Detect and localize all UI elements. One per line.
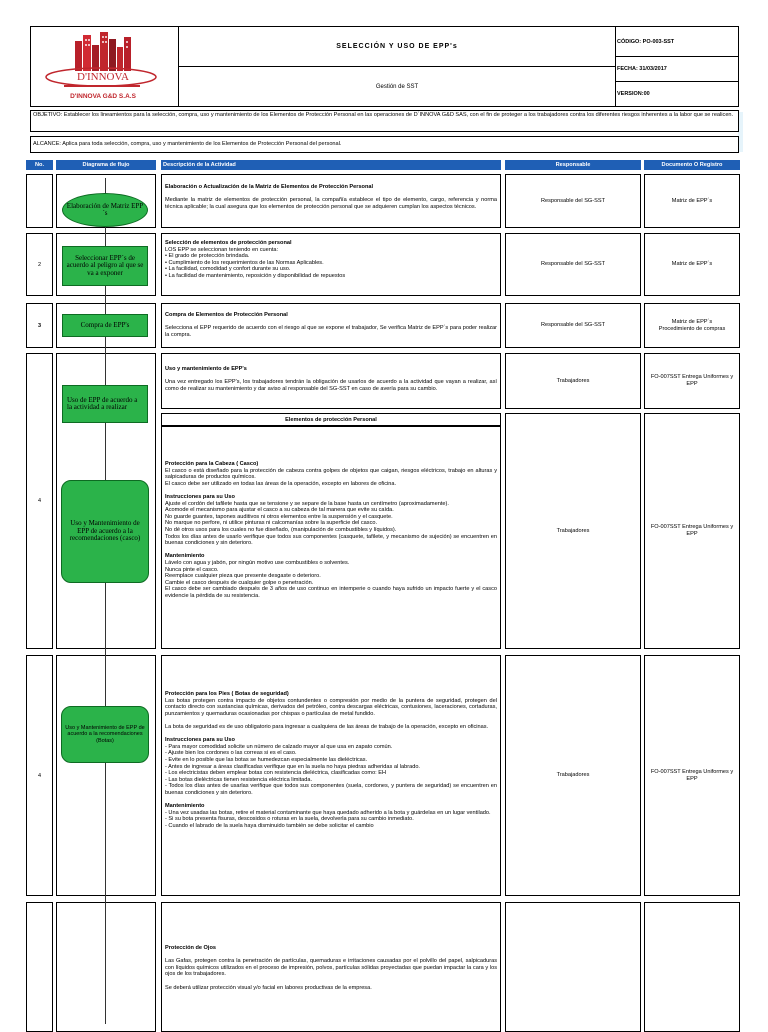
activity-line: • Cumplimiento de los requerimientos de las Normas Aplicables. (165, 259, 324, 266)
helmet-instruction: No marque no perfore, ni utilice pinturas ni calcomanías sobre la superficie del casco. (165, 520, 378, 527)
logo-wordmark: D'INNOVA (77, 71, 129, 83)
row-number (26, 174, 53, 228)
document-cell: Matriz de EPP´s (644, 174, 740, 228)
helmet-instruction: No dé otros usos para los cuales no fue diseñado, (manipulación de combustibles y líquidos). (165, 526, 397, 533)
activity-line: • La facilidad, comodidad y confort durante su uso. (165, 266, 291, 273)
activity-text: Mediante la matriz de elementos de protección personal, la compañía establece el tipo de elemento, cargo, referencia y norma técnica aplicable; la cual asegura que los elementos de protección personal que se adquieren cumplan los aspectos técnicos. (165, 197, 497, 210)
helmet-maintenance: Lávelo con agua y jabón, por ningún motivo use combustibles o solventes. (165, 559, 350, 566)
activity-line: • El grado de protección brindada. (165, 253, 250, 260)
row-number: 3 (26, 303, 53, 348)
document-name: Matriz de EPP´s (671, 318, 713, 325)
boots-description (161, 655, 501, 896)
activity-text: Una vez entregado los EPP's, los trabajadores tendrán la obligación de usarlos de acuerdo a la actividad que vayan a realizar, así como de realizar su mantenimiento y dar aviso al responsable del SG-SST en caso de avería para su cambio. (165, 379, 497, 392)
boots-maintenance: - Si su bota presenta fisuras, descosidos o roturas en la suela, devolverla para su cambio inmediato. (165, 816, 414, 823)
document-cell (644, 303, 740, 348)
document-code: CÓDIGO: PO-003-SST (615, 26, 739, 57)
flow-node-helmet: Uso y Mantenimiento de EPP de acuerdo a la recomendaciones (casco) (61, 480, 149, 583)
flow-connector-overlay (105, 178, 106, 1024)
document-cell (644, 902, 740, 1032)
responsible-cell: Responsable del SG-SST (505, 174, 641, 228)
helmet-maintenance: Nunca pinte el casco. (165, 566, 219, 573)
helmet-intro: El casco debe ser utilizado en todas las áreas de la operación, excepto en labores de oficina. (165, 480, 397, 487)
responsible-cell: Responsable del SG-SST (505, 233, 641, 296)
activity-description (161, 303, 501, 348)
buildings-graphic (75, 32, 131, 71)
flow-cell (56, 655, 156, 896)
responsible-cell: Responsable del SG-SST (505, 303, 641, 348)
flow-node-purchase: Compra de EPP's (62, 314, 148, 337)
activity-title: Compra de Elementos de Protección Personal (165, 312, 288, 318)
boots-maintenance: - Una vez usadas las botas, retire el material contaminante que haya quedado adherido a la bota y guárdelas en un lugar ventilado. (165, 809, 491, 816)
responsible-cell: Trabajadores (505, 655, 641, 896)
activity-title: Selección de elementos de protección personal (165, 240, 292, 246)
helmet-instruction: No guarde guantes, tapones auditivos ni otros elementos entre la suspensión y el casquete. (165, 513, 393, 520)
boots-instruction: - Ajuste bien los cordones o las correas si es el caso. (165, 750, 297, 757)
epp-section-header: Elementos de protección Personal (161, 413, 501, 426)
activity-description (161, 353, 501, 409)
responsible-cell: Trabajadores (505, 413, 641, 649)
boots-intro: Las botas protegen contra impacto de objetos contundentes o compresión por medio de la puntera de seguridad, protegen del contacto directo con sustancias químicas, derivados del petróleo, contra descargas eléctricas, contusiones, laceraciones, cortaduras, punzamientos y quemaduras ocasionadas por chispas o partículas de metal fundido. (165, 697, 497, 717)
objective-text: OBJETIVO: Establecer los lineamientos para la selección, compra, uso y mantenimiento de los Elementos de Protección Personal en las operaciones de D´INNOVA G&D SAS, con el fin de proteger a los trabajadores contra los diferentes riesgos inherentes a la labor que se realicen. (30, 110, 739, 132)
helmet-instruction: Ajuste el cordón del tafilete hasta que se tensione y se separe de la base hasta un centímetro (aproximadamente). (165, 500, 449, 507)
document-subtitle: Gestión de SST (178, 66, 616, 107)
eyes-text: Las Gafas, protegen contra la penetración de partículas, quemaduras e irritaciones causadas por el polvillo del papel, salpicaduras con líquidos químicos utilizados en el proceso de impresión, polvos, partículas sólidas proyectadas que puedan impactar la cara y los ojos de los trabajadores. (165, 958, 497, 978)
document-cell: Matriz de EPP´s (644, 233, 740, 296)
document-cell: FO-007SST Entrega Uniformes y EPP (644, 353, 740, 409)
flow-node-use: Uso de EPP de acuerdo a la actividad a realizar (62, 385, 148, 423)
flow-node-boots: Uso y Mantenimiento de EPP de acuerdo a la recomendaciones (Botas) (61, 706, 149, 763)
helmet-maintenance: Cambie el casco después de cualquier golpe o penetración. (165, 579, 314, 586)
document-cell: FO-007SST Entrega Uniformes y EPP (644, 413, 740, 649)
helmet-instructions-title: Instrucciones para su Uso (165, 493, 235, 500)
boots-title: Protección para los Pies ( Botas de seguridad) (165, 691, 289, 697)
boots-instruction: - Los electricistas deben emplear botas con resistencia dieléctrica, clasificadas como: EH (165, 770, 387, 777)
responsible-cell (505, 902, 641, 1032)
row-number (26, 902, 53, 1032)
activity-description (161, 174, 501, 228)
scope-text: ALCANCE: Aplica para toda selección, compra, uso y mantenimiento de los Elementos de Protección Personal del personal. (30, 136, 739, 153)
activity-line: • La facilidad de mantenimiento, reposición y disponibilidad de repuestos (165, 272, 346, 279)
row-number: 4 (26, 353, 53, 649)
responsible-cell: Trabajadores (505, 353, 641, 409)
activity-title: Elaboración o Actualización de la Matriz de Elementos de Protección Personal (165, 184, 374, 190)
logo-box (30, 26, 179, 107)
helmet-intro: El casco o está diseñado para la protección de cabeza contra golpes de objetos que caigan, riesgos eléctricos, trabajo en alturas y salpicaduras de productos químicos. (165, 467, 497, 481)
column-header-document: Documento O Registro (644, 160, 740, 170)
activity-text: Selecciona el EPP requerido de acuerdo con el riesgo al que se expone el trabajador, Se verifica Matriz de EPP´s para poder realizar la compra. (165, 325, 497, 338)
activity-line: LOS EPP se seleccionan teniendo en cuenta: (165, 246, 279, 253)
helmet-instruction: Acomode el mecanismo para ajustar el casco a su cabeza de tal manera que evite su caída. (165, 507, 394, 514)
eyes-description (161, 902, 501, 1032)
flow-node-matrix: Elaboración de Matriz EPP´s (62, 193, 148, 227)
document-cell: FO-007SST Entrega Uniformes y EPP (644, 655, 740, 896)
activity-title: Uso y mantenimiento de EPP's (165, 366, 247, 372)
activity-description (161, 233, 501, 296)
boots-instructions-title: Instrucciones para su Uso (165, 737, 235, 744)
document-version: VERSION:00 (615, 81, 739, 107)
company-logo (31, 27, 178, 106)
column-header-flow: Diagrama de flujo (56, 160, 156, 170)
boots-instruction: - Todos los días antes de usarlas verifique que todos sus componentes (suela, cordones, y puntera de seguridad) se encuentren en buenas condiciones y sin deterioro. (165, 783, 497, 796)
row-number: 4 (26, 655, 53, 896)
column-header-no: No. (26, 160, 53, 170)
column-header-responsible: Responsable (505, 160, 641, 170)
flow-cell (56, 902, 156, 1032)
boots-instruction: - Para mayor comodidad solicite un número de calzado mayor al que usa en zapato común. (165, 743, 393, 750)
document-name: Procedimiento de compras (658, 325, 726, 332)
flow-node-select: Seleccionar EPP´s de acuerdo al peligro al que se va a exponer (62, 246, 148, 286)
boots-instruction: - Evite en lo posible que las botas se humedezcan especialmente las dieléctricas. (165, 756, 368, 763)
boots-note: La bota de seguridad es de uso obligatorio para ingresar a cualquiera de las áreas de trabajo de la operación, excepto en oficinas. (165, 723, 489, 730)
boots-maintenance-title: Mantenimiento (165, 803, 205, 810)
helmet-title: Protección para la Cabeza ( Casco) (165, 461, 259, 467)
helmet-description (161, 426, 501, 649)
eyes-title: Protección de Ojos (165, 945, 216, 951)
helmet-instruction: Todos los días antes de usarlo verifique que todos sus componentes (casquete, tafilete, y mecanismo de sujeción) se encuentren en buenas condiciones y sin deterioro. (165, 533, 497, 547)
boots-maintenance: - Cuando el labrado de la suela haya disminuido también se debe solicitar el cambio (165, 822, 374, 829)
helmet-maintenance: Reemplace cualquier pieza que presente desgaste o deterioro. (165, 573, 321, 580)
boots-instruction: - Las botas dieléctricas tienen resistencia eléctrica limitada. (165, 776, 313, 783)
company-name: D'INNOVA G&D S.A.S (70, 93, 136, 100)
boots-instruction: - Antes de ingresar a áreas clasificadas verifique que en la suela no haya piedras adheridas al labrado. (165, 763, 420, 770)
helmet-maintenance: El casco debe ser cambiado después de 3 años de uso continuo en intemperie o cuando haya sufrido un impacto fuerte y el casco evidencie la pérdida de su resistencia. (165, 586, 497, 599)
column-header-description: Descripción de la Actividad (161, 160, 501, 170)
helmet-maintenance-title: Mantenimiento (165, 553, 205, 560)
document-date: FECHA: 31/03/2017 (615, 56, 739, 82)
eyes-text: Se deberá utilizar protección visual y/o facial en labores productivas de la empresa. (165, 984, 372, 991)
document-title: SELECCIÓN Y USO DE EPP's (178, 26, 616, 67)
row-number: 2 (26, 233, 53, 296)
